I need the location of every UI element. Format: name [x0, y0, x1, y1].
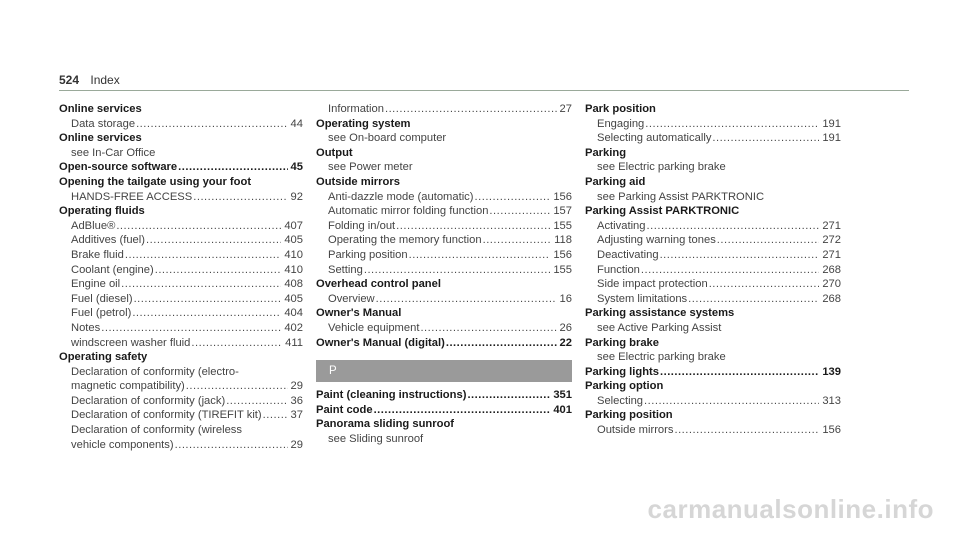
page-ref: 410 — [284, 248, 303, 261]
index-entry — [585, 365, 841, 380]
index-subentry-text: Engaging — [597, 117, 645, 130]
index-heading[interactable] — [316, 146, 572, 161]
index-subentry[interactable] — [316, 292, 572, 307]
index-heading[interactable] — [585, 365, 841, 380]
page-ref: 45 — [290, 161, 303, 174]
leader-dots — [712, 131, 819, 146]
leader-dots — [175, 438, 288, 453]
leader-dots — [101, 321, 281, 336]
leader-dots — [155, 263, 282, 278]
page-ref: 139 — [822, 365, 841, 378]
index-heading-text: Parking — [585, 146, 627, 159]
index-entry — [585, 204, 841, 306]
index-subentry[interactable] — [59, 190, 303, 205]
index-subentry-text: see Active Parking Assist — [597, 321, 722, 334]
index-subentry[interactable] — [585, 394, 841, 409]
index-heading-text: Overhead control panel — [316, 278, 441, 291]
index-subentry-text: see Parking Assist PARKTRONIC — [597, 190, 765, 203]
index-heading[interactable] — [316, 117, 572, 132]
leader-dots — [660, 248, 820, 263]
index-heading-text: Parking Assist PARKTRONIC — [585, 205, 740, 218]
index-entry — [316, 336, 572, 351]
index-subentry-text: Notes — [71, 321, 101, 334]
leader-dots — [374, 403, 551, 418]
index-subentry-text: Additives (fuel) — [71, 234, 145, 247]
index-subentry-text: Declaration of conformity (wireless — [71, 424, 242, 437]
index-subentry[interactable] — [585, 219, 841, 234]
index-subentry-text: Function — [597, 263, 640, 276]
index-subentry-text: see Power meter — [328, 161, 413, 174]
leader-dots — [136, 117, 287, 132]
page-ref: 16 — [559, 292, 572, 305]
index-subentry[interactable] — [585, 321, 841, 336]
index-subentry[interactable] — [59, 117, 303, 132]
index-subentry-text: AdBlue® — [71, 219, 116, 232]
index-subentry[interactable] — [59, 365, 303, 380]
index-subentry[interactable] — [316, 263, 572, 278]
index-subentry-text: Declaration of conformity (TIREFIT kit) — [71, 409, 262, 422]
leader-dots — [191, 336, 282, 351]
index-heading-text: Parking aid — [585, 175, 646, 188]
index-subentry[interactable] — [585, 131, 841, 146]
index-subentry[interactable] — [59, 408, 303, 423]
index-heading[interactable] — [316, 388, 572, 403]
index-subentry-text: Data storage — [71, 117, 136, 130]
index-subentry[interactable] — [316, 233, 572, 248]
index-subentry[interactable] — [585, 117, 841, 132]
index-heading-text: Parking lights — [585, 365, 659, 378]
index-entry — [59, 131, 303, 160]
index-entry — [316, 277, 572, 306]
index-entry — [316, 403, 572, 418]
index-heading[interactable] — [316, 336, 572, 351]
index-subentry[interactable] — [59, 146, 303, 161]
index-heading-text: Online services — [59, 132, 142, 145]
index-heading-text: Operating system — [316, 117, 411, 130]
index-subentry[interactable] — [59, 248, 303, 263]
page-ref: 36 — [290, 394, 303, 407]
page-ref: 351 — [553, 389, 572, 402]
section-letter-bar — [316, 360, 572, 382]
index-subentry-text: Outside mirrors — [597, 424, 674, 437]
page-number: 524 — [59, 73, 80, 87]
index-subentry-text: Fuel (petrol) — [71, 307, 132, 320]
leader-dots — [645, 117, 819, 132]
page-ref: 22 — [559, 336, 572, 349]
index-heading[interactable] — [585, 336, 841, 351]
index-heading[interactable] — [316, 306, 572, 321]
leader-dots — [644, 394, 819, 409]
page-ref: 157 — [553, 205, 572, 218]
leader-dots — [134, 292, 282, 307]
leader-dots — [409, 248, 551, 263]
index-heading[interactable] — [59, 160, 303, 175]
index-entry — [585, 408, 841, 437]
index-subentry[interactable] — [585, 292, 841, 307]
leader-dots — [385, 102, 557, 117]
leader-dots — [376, 292, 557, 307]
leader-dots — [674, 423, 819, 438]
index-heading-text: Outside mirrors — [316, 175, 400, 188]
page-ref: 272 — [822, 234, 841, 247]
page-ref: 155 — [553, 263, 572, 276]
page-ref: 402 — [284, 321, 303, 334]
leader-dots — [420, 321, 556, 336]
index-heading[interactable] — [585, 379, 841, 394]
index-subentry-text: see Sliding sunroof — [328, 432, 424, 445]
watermark-text: carmanualsonline.info — [647, 494, 934, 524]
index-column-2 — [316, 102, 572, 446]
index-heading-text: Open-source software — [59, 161, 178, 174]
index-subentry-text: Declaration of conformity (jack) — [71, 394, 226, 407]
page-ref: 29 — [290, 380, 303, 393]
index-subentry-text: Anti-dazzle mode (automatic) — [328, 190, 474, 203]
index-subentry[interactable] — [59, 306, 303, 321]
index-subentry[interactable] — [59, 394, 303, 409]
index-subentry-text: Deactivating — [597, 248, 659, 261]
index-heading[interactable] — [316, 175, 572, 190]
leader-dots — [446, 336, 557, 351]
leader-dots — [489, 204, 550, 219]
leader-dots — [688, 292, 819, 307]
page-ref: 27 — [559, 103, 572, 115]
index-entry — [316, 117, 572, 146]
index-entry — [59, 350, 303, 452]
index-entry — [59, 102, 303, 131]
page-ref: 26 — [559, 321, 572, 334]
leader-dots — [193, 190, 287, 205]
index-subentry[interactable] — [585, 277, 841, 292]
leader-dots — [475, 190, 551, 205]
leader-dots — [125, 248, 281, 263]
leader-dots — [641, 263, 819, 278]
index-subentry[interactable] — [59, 379, 303, 394]
index-subentry-text: Fuel (diesel) — [71, 292, 133, 305]
page-ref: 405 — [284, 292, 303, 305]
index-subentry[interactable] — [59, 438, 303, 453]
page-ref: 44 — [290, 117, 303, 130]
index-subentry[interactable] — [585, 263, 841, 278]
index-subentry[interactable] — [585, 190, 841, 205]
index-subentry-text: Setting — [328, 263, 363, 276]
page-ref: 313 — [822, 394, 841, 407]
index-subentry-text: see In-Car Office — [71, 146, 156, 159]
index-entry — [316, 417, 572, 446]
index-subentry-text: see Electric parking brake — [597, 351, 726, 364]
page-ref: 411 — [285, 336, 303, 349]
index-subentry-text: Activating — [597, 219, 646, 232]
index-subentry[interactable] — [59, 233, 303, 248]
index-entry — [585, 146, 841, 175]
leader-dots — [146, 233, 281, 248]
leader-dots — [467, 388, 550, 403]
index-heading[interactable] — [59, 204, 303, 219]
index-entry — [585, 336, 841, 365]
page-ref: 408 — [284, 278, 303, 291]
index-subentry-text: see Electric parking brake — [597, 161, 726, 174]
index-subentry[interactable] — [59, 336, 303, 351]
index-heading-text: Paint code — [316, 403, 373, 416]
page-ref: 156 — [553, 190, 572, 203]
index-subentry[interactable] — [316, 204, 572, 219]
index-entry — [585, 102, 841, 146]
index-subentry-text: Overview — [328, 292, 375, 305]
index-heading[interactable] — [59, 175, 303, 190]
index-subentry-text: HANDS-FREE ACCESS — [71, 190, 193, 203]
index-subentry[interactable] — [316, 102, 572, 117]
leader-dots — [647, 219, 820, 234]
index-subentry[interactable] — [316, 131, 572, 146]
index-heading[interactable] — [585, 306, 841, 321]
index-heading-text: Parking position — [585, 409, 673, 422]
index-entry — [316, 306, 572, 335]
index-column-1 — [59, 102, 303, 452]
index-heading[interactable] — [585, 408, 841, 423]
index-heading[interactable] — [585, 204, 841, 219]
index-heading-text: Paint (cleaning instructions) — [316, 389, 467, 402]
index-subentry-text: Information — [328, 103, 384, 115]
index-subentry-text: Selecting automatically — [597, 132, 712, 145]
index-subentry[interactable] — [316, 190, 572, 205]
index-subentry[interactable] — [316, 321, 572, 336]
index-heading-text: Panorama sliding sunroof — [316, 418, 454, 431]
page-ref: 407 — [284, 219, 303, 232]
index-heading-text: Opening the tailgate using your foot — [59, 175, 252, 188]
index-subentry-text: Folding in/out — [328, 219, 396, 232]
page-ref: 118 — [554, 234, 572, 247]
leader-dots — [116, 219, 281, 234]
index-heading-text: Operating fluids — [59, 205, 145, 218]
page-ref: 404 — [284, 307, 303, 320]
index-heading-text: Parking assistance systems — [585, 307, 735, 320]
index-subentry[interactable] — [59, 263, 303, 278]
page-ref: 29 — [290, 438, 303, 451]
index-entry — [59, 175, 303, 204]
index-entry — [316, 388, 572, 403]
index-heading-text: Parking brake — [585, 336, 659, 349]
index-heading-text: Owner's Manual (digital) — [316, 336, 445, 349]
index-subentry-text: Engine oil — [71, 278, 121, 291]
index-subentry-text: Brake fluid — [71, 248, 124, 261]
page-ref: 268 — [822, 292, 841, 305]
index-heading-text: Output — [316, 146, 353, 159]
index-subentry-text: Vehicle equipment — [328, 321, 420, 334]
page-ref: 405 — [284, 234, 303, 247]
index-subentry[interactable] — [585, 423, 841, 438]
page-ref: 410 — [284, 263, 303, 276]
page-ref: 271 — [822, 219, 841, 232]
index-entry — [585, 175, 841, 204]
page-ref: 401 — [553, 403, 572, 416]
index-entry — [585, 379, 841, 408]
index-heading[interactable] — [585, 146, 841, 161]
index-subentry-text: magnetic compatibility) — [71, 380, 185, 393]
index-heading[interactable] — [59, 350, 303, 365]
index-subentry-text: Operating the memory function — [328, 234, 482, 247]
index-subentry-text: Side impact protection — [597, 278, 708, 291]
page-ref: 268 — [822, 263, 841, 276]
page-ref: 191 — [822, 132, 841, 145]
index-entry — [59, 204, 303, 350]
index-subentry[interactable] — [59, 292, 303, 307]
index-heading-text: Parking option — [585, 380, 664, 393]
index-subentry-text: windscreen washer fluid — [71, 336, 191, 349]
index-subentry-text: vehicle components) — [71, 438, 174, 451]
index-heading-text: Park position — [585, 103, 656, 115]
index-subentry[interactable] — [316, 160, 572, 175]
leader-dots — [263, 408, 288, 423]
index-subentry[interactable] — [316, 432, 572, 447]
index-subentry-text: Parking position — [328, 248, 408, 261]
index-entry — [316, 146, 572, 175]
leader-dots — [483, 233, 552, 248]
page-ref: 92 — [290, 190, 303, 203]
index-heading-text: Owner's Manual — [316, 307, 402, 320]
index-heading[interactable] — [316, 417, 572, 432]
index-subentry[interactable] — [59, 277, 303, 292]
leader-dots — [717, 233, 820, 248]
index-heading[interactable] — [59, 131, 303, 146]
leader-dots — [132, 306, 281, 321]
page-ref: 37 — [290, 409, 303, 422]
index-subentry-text: Selecting — [597, 394, 644, 407]
leader-dots — [364, 263, 550, 278]
page-ref: 271 — [822, 248, 841, 261]
section-title: Index — [90, 73, 120, 87]
page-ref: 156 — [822, 424, 841, 437]
index-subentry-text: Declaration of conformity (electro- — [71, 365, 239, 378]
index-subentry[interactable] — [59, 219, 303, 234]
leader-dots — [709, 277, 820, 292]
index-entry — [316, 175, 572, 277]
index-subentry-text: Automatic mirror folding function — [328, 205, 489, 218]
leader-dots — [660, 365, 819, 380]
leader-dots — [226, 394, 287, 409]
index-heading[interactable] — [316, 277, 572, 292]
section-letter: P — [329, 365, 337, 378]
index-subentry[interactable] — [585, 350, 841, 365]
index-subentry[interactable] — [316, 219, 572, 234]
index-heading-text: Operating safety — [59, 351, 148, 364]
page-header — [59, 73, 120, 87]
index-heading-text: Online services — [59, 103, 142, 115]
page-ref: 270 — [822, 278, 841, 291]
header-divider — [59, 90, 909, 91]
index-column-3 — [585, 102, 841, 438]
leader-dots — [121, 277, 281, 292]
index-subentry-text: Adjusting warning tones — [597, 234, 716, 247]
index-heading[interactable] — [585, 102, 841, 117]
page-ref: 155 — [553, 219, 572, 232]
page-ref: 191 — [822, 117, 841, 130]
index-subentry[interactable] — [585, 248, 841, 263]
index-heading[interactable] — [316, 403, 572, 418]
index-heading[interactable] — [585, 175, 841, 190]
index-entry — [585, 306, 841, 335]
leader-dots — [396, 219, 550, 234]
index-subentry-text: Coolant (engine) — [71, 263, 154, 276]
index-subentry[interactable] — [585, 160, 841, 175]
index-subentry-text: see On-board computer — [328, 132, 447, 145]
index-subentry-text: System limitations — [597, 292, 688, 305]
index-subentry[interactable] — [585, 233, 841, 248]
index-entry — [59, 160, 303, 175]
index-entry — [316, 102, 572, 117]
leader-dots — [186, 379, 288, 394]
index-heading[interactable] — [59, 102, 303, 117]
page-ref: 156 — [553, 248, 572, 261]
index-subentry[interactable] — [316, 248, 572, 263]
index-subentry[interactable] — [59, 423, 303, 438]
leader-dots — [178, 160, 287, 175]
index-subentry[interactable] — [59, 321, 303, 336]
